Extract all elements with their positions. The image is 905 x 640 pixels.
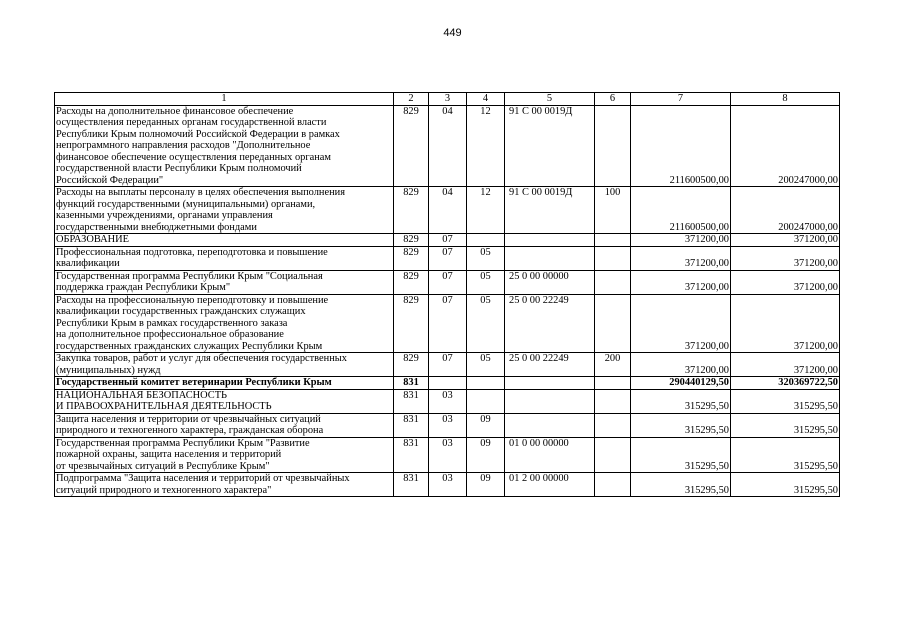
cell-expense-type [595, 377, 631, 390]
cell-amount-year2: 315295,50 [731, 437, 840, 473]
cell-subsection: 12 [467, 105, 505, 187]
cell-name: Государственный комитет ветеринарии Республики Крым [55, 377, 394, 390]
cell-target-article: 91 С 00 0019Д [505, 187, 595, 234]
cell-target-article: 25 0 00 22249 [505, 353, 595, 377]
cell-admin-code: 831 [394, 473, 429, 497]
cell-expense-type [595, 234, 631, 247]
cell-subsection [467, 234, 505, 247]
cell-name: Профессиональная подготовка, переподготовка и повышение квалификации [55, 246, 394, 270]
cell-section: 04 [429, 187, 467, 234]
cell-amount-year2: 315295,50 [731, 473, 840, 497]
cell-subsection: 09 [467, 437, 505, 473]
cell-admin-code: 829 [394, 270, 429, 294]
cell-admin-code: 829 [394, 353, 429, 377]
cell-amount-year1: 315295,50 [631, 473, 731, 497]
cell-section: 07 [429, 294, 467, 353]
cell-name: Расходы на дополнительное финансовое обеспечение осуществления переданных органам государственной власти Республики Крым полномочий Российской Федерации в рамках непрограммного направления расходов "Дополнительное финансовое обеспечение осуществления переданных органам государственной власти Республики Крым полномочий Российской Федерации" [55, 105, 394, 187]
cell-amount-year2: 371200,00 [731, 353, 840, 377]
cell-subsection: 12 [467, 187, 505, 234]
cell-expense-type [595, 105, 631, 187]
cell-amount-year1: 315295,50 [631, 437, 731, 473]
cell-amount-year1: 211600500,00 [631, 105, 731, 187]
cell-admin-code: 829 [394, 234, 429, 247]
table-row [55, 105, 840, 187]
cell-target-article: 01 0 00 00000 [505, 437, 595, 473]
cell-section: 03 [429, 389, 467, 413]
table-header-row [55, 93, 840, 106]
cell-admin-code: 829 [394, 294, 429, 353]
cell-admin-code: 831 [394, 437, 429, 473]
cell-section: 07 [429, 353, 467, 377]
cell-name: Закупка товаров, работ и услуг для обеспечения государственных (муниципальных) нужд [55, 353, 394, 377]
cell-expense-type [595, 437, 631, 473]
table-row [55, 473, 840, 497]
page-number: 449 [443, 27, 462, 39]
header-cell: 5 [505, 93, 595, 106]
table-row [55, 234, 840, 247]
cell-amount-year2: 371200,00 [731, 270, 840, 294]
cell-section: 03 [429, 437, 467, 473]
cell-section: 07 [429, 234, 467, 247]
cell-subsection [467, 389, 505, 413]
cell-expense-type [595, 413, 631, 437]
cell-amount-year2: 371200,00 [731, 234, 840, 247]
table-row [55, 413, 840, 437]
header-cell: 3 [429, 93, 467, 106]
cell-name: ОБРАЗОВАНИЕ [55, 234, 394, 247]
cell-target-article: 25 0 00 22249 [505, 294, 595, 353]
cell-amount-year1: 371200,00 [631, 294, 731, 353]
cell-target-article [505, 246, 595, 270]
cell-section: 07 [429, 270, 467, 294]
cell-amount-year1: 371200,00 [631, 353, 731, 377]
cell-amount-year1: 315295,50 [631, 413, 731, 437]
cell-admin-code: 829 [394, 105, 429, 187]
cell-expense-type: 200 [595, 353, 631, 377]
cell-name: Защита населения и территории от чрезвычайных ситуаций природного и техногенного характера, гражданская оборона [55, 413, 394, 437]
cell-subsection [467, 377, 505, 390]
header-cell: 1 [55, 93, 394, 106]
cell-subsection: 05 [467, 246, 505, 270]
cell-admin-code: 831 [394, 413, 429, 437]
cell-subsection: 09 [467, 473, 505, 497]
cell-target-article [505, 234, 595, 247]
table-row [55, 377, 840, 390]
cell-subsection: 05 [467, 353, 505, 377]
cell-amount-year2: 315295,50 [731, 413, 840, 437]
cell-amount-year1: 290440129,50 [631, 377, 731, 390]
cell-amount-year2: 315295,50 [731, 389, 840, 413]
cell-name: Подпрограмма "Защита населения и территорий от чрезвычайных ситуаций природного и техногенного характера" [55, 473, 394, 497]
cell-amount-year1: 211600500,00 [631, 187, 731, 234]
cell-admin-code: 831 [394, 389, 429, 413]
cell-subsection: 05 [467, 294, 505, 353]
cell-expense-type [595, 389, 631, 413]
cell-amount-year1: 371200,00 [631, 270, 731, 294]
header-cell: 4 [467, 93, 505, 106]
cell-section: 03 [429, 413, 467, 437]
header-cell: 6 [595, 93, 631, 106]
cell-name: НАЦИОНАЛЬНАЯ БЕЗОПАСНОСТЬ И ПРАВООХРАНИТЕЛЬНАЯ ДЕЯТЕЛЬНОСТЬ [55, 389, 394, 413]
cell-target-article: 91 С 00 0019Д [505, 105, 595, 187]
budget-table [54, 92, 840, 497]
table-row [55, 270, 840, 294]
cell-amount-year1: 315295,50 [631, 389, 731, 413]
cell-section: 07 [429, 246, 467, 270]
table-row [55, 187, 840, 234]
cell-target-article [505, 413, 595, 437]
cell-subsection: 09 [467, 413, 505, 437]
cell-name: Расходы на профессиональную переподготовку и повышение квалификации государственных гражданских служащих Республики Крым в рамках государственного заказа на дополнительное профессиональное образование государственных гражданских служащих Республики Крым [55, 294, 394, 353]
cell-admin-code: 831 [394, 377, 429, 390]
cell-admin-code: 829 [394, 246, 429, 270]
cell-amount-year2: 200247000,00 [731, 187, 840, 234]
cell-amount-year2: 200247000,00 [731, 105, 840, 187]
cell-amount-year1: 371200,00 [631, 234, 731, 247]
cell-subsection: 05 [467, 270, 505, 294]
header-cell: 2 [394, 93, 429, 106]
header-cell: 8 [731, 93, 840, 106]
cell-target-article [505, 389, 595, 413]
cell-section: 04 [429, 105, 467, 187]
cell-expense-type: 100 [595, 187, 631, 234]
cell-expense-type [595, 270, 631, 294]
table-row [55, 294, 840, 353]
header-cell: 7 [631, 93, 731, 106]
cell-target-article: 01 2 00 00000 [505, 473, 595, 497]
table-row [55, 246, 840, 270]
cell-amount-year1: 371200,00 [631, 246, 731, 270]
cell-target-article: 25 0 00 00000 [505, 270, 595, 294]
cell-target-article [505, 377, 595, 390]
cell-amount-year2: 371200,00 [731, 294, 840, 353]
cell-admin-code: 829 [394, 187, 429, 234]
cell-amount-year2: 371200,00 [731, 246, 840, 270]
cell-section [429, 377, 467, 390]
table-row [55, 353, 840, 377]
cell-expense-type [595, 294, 631, 353]
cell-name: Государственная программа Республики Крым "Социальная поддержка граждан Республики Крым" [55, 270, 394, 294]
cell-expense-type [595, 246, 631, 270]
cell-expense-type [595, 473, 631, 497]
cell-section: 03 [429, 473, 467, 497]
cell-name: Государственная программа Республики Крым "Развитие пожарной охраны, защита населения и территорий от чрезвычайных ситуаций в Республике Крым" [55, 437, 394, 473]
cell-amount-year2: 320369722,50 [731, 377, 840, 390]
table-row [55, 389, 840, 413]
cell-name: Расходы на выплаты персоналу в целях обеспечения выполнения функций государственными (муниципальными) органами, казенными учреждениями, органами управления государственными внебюджетными фондами [55, 187, 394, 234]
table-row [55, 437, 840, 473]
